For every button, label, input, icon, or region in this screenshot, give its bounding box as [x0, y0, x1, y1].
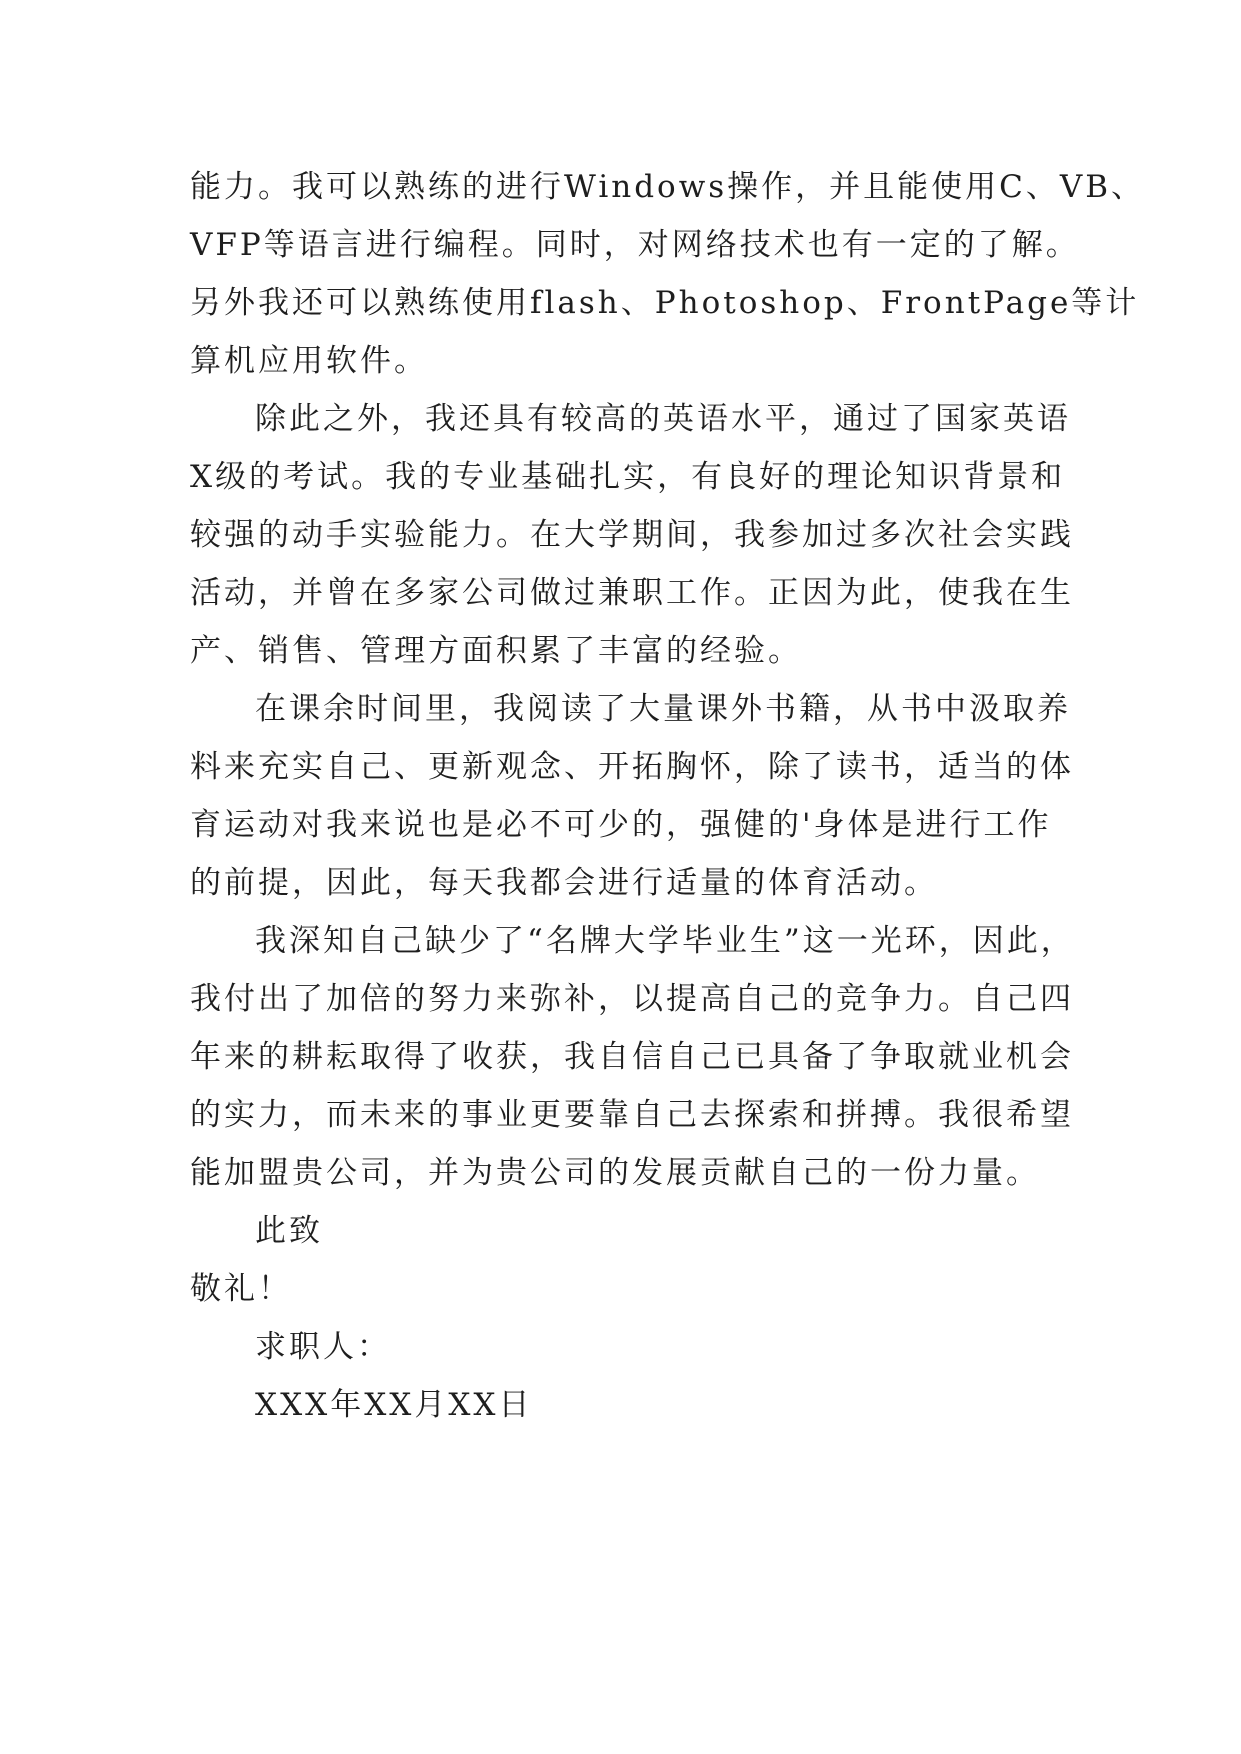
paragraph-1-line-1: 能力。我可以熟练的进行Windows操作，并且能使用C、VB、	[190, 169, 1146, 205]
paragraph-2-line-4: 活动，并曾在多家公司做过兼职工作。正因为此，使我在生	[190, 575, 1074, 611]
paragraph-2-line-5: 产、销售、管理方面积累了丰富的经验。	[190, 633, 802, 669]
paragraph-2-line-1: 除此之外，我还具有较高的英语水平，通过了国家英语	[255, 401, 1071, 437]
paragraph-2-line-2: X级的考试。我的专业基础扎实，有良好的理论知识背景和	[190, 459, 1066, 495]
paragraph-1-line-2: VFP等语言进行编程。同时，对网络技术也有一定的了解。	[190, 227, 1080, 263]
paragraph-4-line-5: 能加盟贵公司，并为贵公司的发展贡献自己的一份力量。	[190, 1155, 1040, 1191]
paragraph-4-line-2: 我付出了加倍的努力来弥补，以提高自己的竞争力。自己四	[190, 981, 1074, 1017]
closing-regards: 敬礼！	[190, 1271, 292, 1307]
paragraph-4-line-1: 我深知自己缺少了“名牌大学毕业生”这一光环，因此，	[255, 923, 1075, 959]
paragraph-3-line-3: 育运动对我来说也是必不可少的，强健的'身体是进行工作	[190, 807, 1052, 843]
letter-date: XXX年XX月XX日	[255, 1387, 533, 1423]
paragraph-2-line-3: 较强的动手实验能力。在大学期间，我参加过多次社会实践	[190, 517, 1074, 553]
paragraph-3-line-1: 在课余时间里，我阅读了大量课外书籍，从书中汲取养	[255, 691, 1071, 727]
paragraph-1-line-3: 另外我还可以熟练使用flash、Photoshop、FrontPage等计	[190, 285, 1140, 321]
paragraph-1-line-4: 算机应用软件。	[190, 343, 428, 379]
closing-salutation: 此致	[255, 1213, 323, 1249]
paragraph-3-line-2: 料来充实自己、更新观念、开拓胸怀，除了读书，适当的体	[190, 749, 1074, 785]
paragraph-3-line-4: 的前提，因此，每天我都会进行适量的体育活动。	[190, 865, 938, 901]
paragraph-4-line-4: 的实力，而未来的事业更要靠自己去探索和拼搏。我很希望	[190, 1097, 1074, 1133]
applicant-label: 求职人：	[255, 1329, 391, 1365]
paragraph-4-line-3: 年来的耕耘取得了收获，我自信自己已具备了争取就业机会	[190, 1039, 1074, 1075]
